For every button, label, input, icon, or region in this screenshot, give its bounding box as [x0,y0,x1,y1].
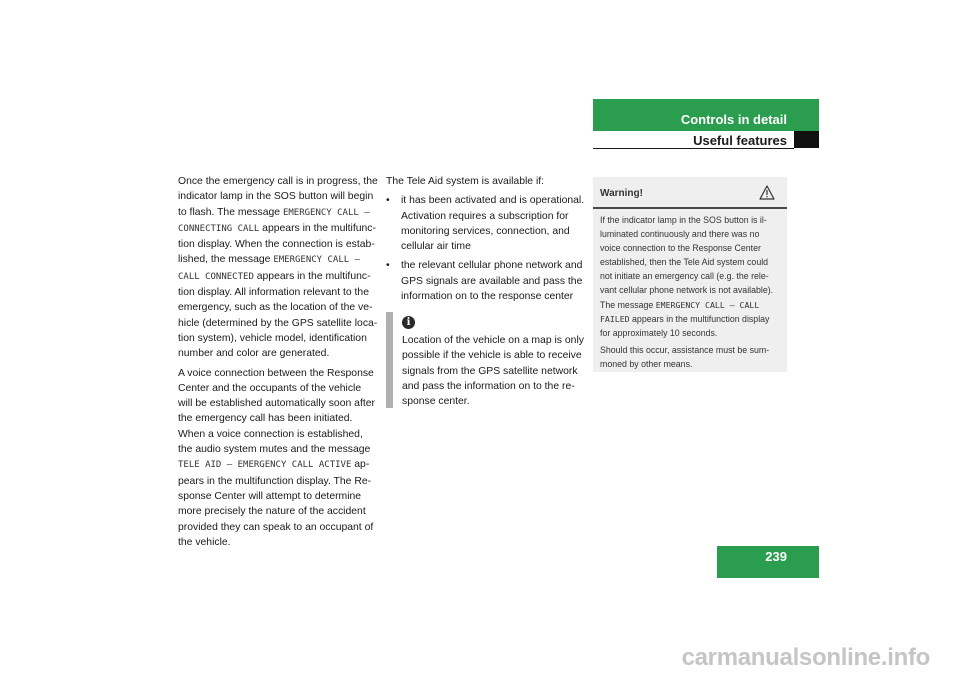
info-note-text: Location of the vehicle on a map is only possible if the vehicle is able to receive signals from the GPS satellite network and pass the information on to the response center. [402,335,584,408]
watermark: carmanualsonline.info [681,644,930,671]
availability-intro: The Tele Aid system is available if: [386,176,545,187]
display-message: EMERGENCY CALL – CALL CONNECTED [178,255,361,282]
paragraph-voice-connection: A voice connection between the Response Center and the occupants of the vehicle will be established automatically soon after the emergency call has been initiated. When a voice connection is established, the audio system mutes and the message TELE AID – EMERGENCY CALL ACTIVE appears in the multifunction display. The Response Center will attempt to determine more precisely the nature of the accident provided they can speak to an occupant of the vehicle. [178,367,375,548]
header-bar [593,99,819,131]
warning-divider [593,207,787,209]
info-icon: i [402,316,415,329]
warning-paragraph: If the indicator lamp in the SOS button is illuminated continuously and there was no voice connection to the Response Center established, then the Tele Aid system could not initiate an emergency call (e.g. the relevant cellular phone network is not available). The message EMERGENCY CALL – CALL FAILED appears in the multifunction display for approximately 10 seconds. [600,215,774,338]
warning-box [593,177,787,372]
warning-title: Warning! [600,188,643,199]
page-number: 239 [765,549,787,564]
display-message: EMERGENCY CALL – CALL FAILED [600,299,760,324]
warning-paragraph: Should this occur, assistance must be summoned by other means. [600,344,770,369]
header-divider [593,148,794,149]
section-subtitle: Useful features [693,133,787,148]
warning-triangle-icon [759,185,775,200]
list-item: • the relevant cellular phone network and GPS signals are available and pass the information on to the response center [386,260,583,303]
middle-column [386,174,586,308]
availability-list [386,193,586,304]
bullet-icon: • [386,195,390,207]
list-item: • it has been activated and is operational. Activation requires a subscription for monitoring services, connection, and cellular air time [386,195,585,253]
page-number-box [717,546,819,578]
display-message: TELE AID – EMERGENCY CALL ACTIVE [178,460,352,471]
header-tab-marker [794,131,819,148]
warning-body [600,213,782,374]
left-column [178,174,378,554]
info-note-bar [386,312,393,408]
paragraph-emergency-call-progress: Once the emergency call is in progress, the indicator lamp in the SOS button will begin to flash. The message EMERGENCY CALL – CONNECTING CALL appears in the multifunction display. When the connection is established, the message EMERGENCY CALL – CALL CONNECTED appears in the multifunction display. All information relevant to the emergency, such as the location of the vehicle (determined by the GPS satellite location system), vehicle model, identification number and color are generated. [178,176,378,360]
bullet-icon: • [386,260,390,272]
section-title: Controls in detail [680,112,787,127]
display-message: EMERGENCY CALL – CONNECTING CALL [178,207,370,234]
info-note [386,312,586,408]
